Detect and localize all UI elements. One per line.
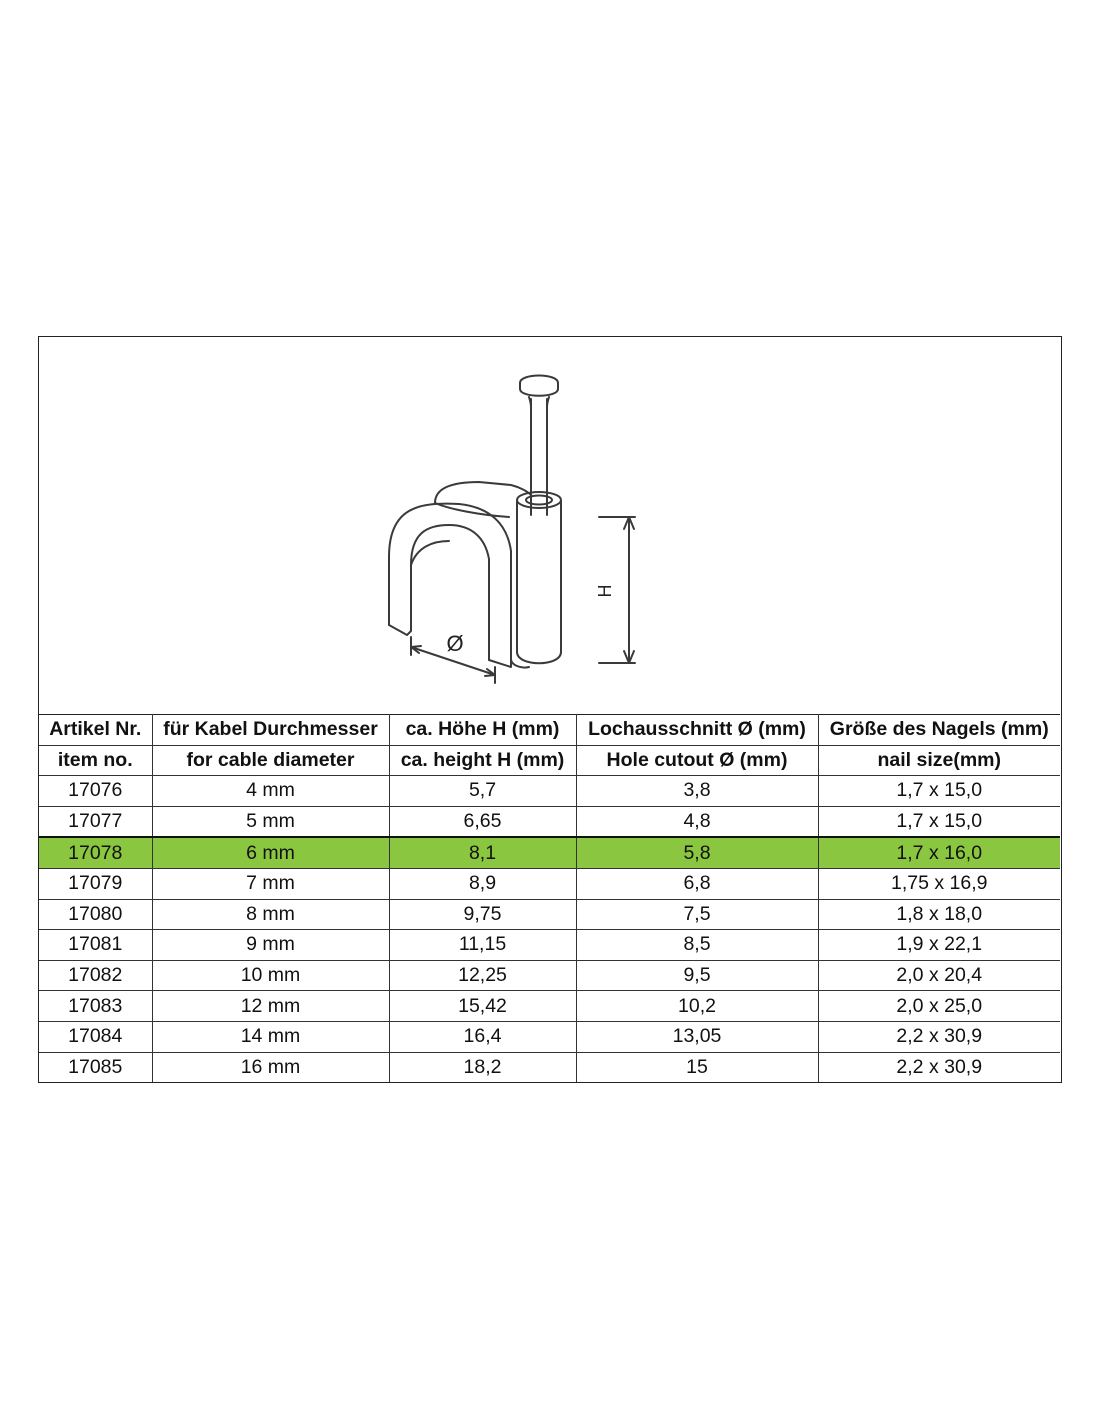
hole-cutout-cell: 4,8 xyxy=(576,806,818,837)
hole-cutout-cell: 5,8 xyxy=(576,837,818,868)
height-cell: 11,15 xyxy=(389,930,576,961)
hole-cutout-cell: 6,8 xyxy=(576,868,818,899)
cable-clip-drawing xyxy=(39,337,1060,714)
table-row-highlighted xyxy=(39,837,1060,868)
nail-size-cell: 2,2 x 30,9 xyxy=(818,1052,1060,1082)
table-row xyxy=(39,930,1060,961)
header-hole-cutout-de: Lochausschnitt Ø (mm) xyxy=(576,715,818,746)
cable-diameter-cell: 12 mm xyxy=(152,991,389,1022)
cable-diameter-cell: 7 mm xyxy=(152,868,389,899)
nail-size-cell: 1,7 x 16,0 xyxy=(818,837,1060,868)
cable-diameter-cell: 9 mm xyxy=(152,930,389,961)
table-row xyxy=(39,991,1060,1022)
table-row xyxy=(39,806,1060,837)
table-row xyxy=(39,960,1060,991)
hole-cutout-cell: 7,5 xyxy=(576,899,818,930)
table-row xyxy=(39,1021,1060,1052)
hole-cutout-cell: 8,5 xyxy=(576,930,818,961)
item-number-cell: 17076 xyxy=(39,776,152,807)
table-row xyxy=(39,899,1060,930)
product-spec-sheet xyxy=(38,336,1062,1083)
table-row xyxy=(39,776,1060,807)
cable-diameter-cell: 10 mm xyxy=(152,960,389,991)
height-cell: 15,42 xyxy=(389,991,576,1022)
cable-diameter-cell: 6 mm xyxy=(152,837,389,868)
table-row xyxy=(39,1052,1060,1082)
height-cell: 8,1 xyxy=(389,837,576,868)
header-row-german xyxy=(39,715,1060,746)
nail-size-cell: 1,8 x 18,0 xyxy=(818,899,1060,930)
height-label: H xyxy=(595,584,615,598)
nail-size-cell: 2,0 x 20,4 xyxy=(818,960,1060,991)
cable-diameter-cell: 8 mm xyxy=(152,899,389,930)
nail-size-cell: 1,75 x 16,9 xyxy=(818,868,1060,899)
header-item-number-en: item no. xyxy=(39,745,152,776)
height-cell: 6,65 xyxy=(389,806,576,837)
diameter-label: Ø xyxy=(446,631,464,656)
cable-diameter-cell: 4 mm xyxy=(152,776,389,807)
item-number-cell: 17085 xyxy=(39,1052,152,1082)
item-number-cell: 17079 xyxy=(39,868,152,899)
nail-size-cell: 2,2 x 30,9 xyxy=(818,1021,1060,1052)
hole-cutout-cell: 3,8 xyxy=(576,776,818,807)
cable-diameter-cell: 16 mm xyxy=(152,1052,389,1082)
item-number-cell: 17082 xyxy=(39,960,152,991)
header-nail-size-de: Größe des Nagels (mm) xyxy=(818,715,1060,746)
hole-cutout-cell: 13,05 xyxy=(576,1021,818,1052)
header-item-number-de: Artikel Nr. xyxy=(39,715,152,746)
cable-diameter-cell: 14 mm xyxy=(152,1021,389,1052)
nail-size-cell: 2,0 x 25,0 xyxy=(818,991,1060,1022)
item-number-cell: 17084 xyxy=(39,1021,152,1052)
height-cell: 8,9 xyxy=(389,868,576,899)
item-number-cell: 17083 xyxy=(39,991,152,1022)
item-number-cell: 17081 xyxy=(39,930,152,961)
hole-cutout-cell: 15 xyxy=(576,1052,818,1082)
header-height-de: ca. Höhe H (mm) xyxy=(389,715,576,746)
header-nail-size-en: nail size(mm) xyxy=(818,745,1060,776)
nail-size-cell: 1,7 x 15,0 xyxy=(818,776,1060,807)
height-cell: 12,25 xyxy=(389,960,576,991)
height-cell: 16,4 xyxy=(389,1021,576,1052)
item-number-cell: 17077 xyxy=(39,806,152,837)
height-cell: 5,7 xyxy=(389,776,576,807)
header-cable-diameter-de: für Kabel Durchmesser xyxy=(152,715,389,746)
nail-size-cell: 1,9 x 22,1 xyxy=(818,930,1060,961)
header-cable-diameter-en: for cable diameter xyxy=(152,745,389,776)
header-row-english xyxy=(39,745,1060,776)
hole-cutout-cell: 10,2 xyxy=(576,991,818,1022)
height-cell: 18,2 xyxy=(389,1052,576,1082)
item-number-cell: 17078 xyxy=(39,837,152,868)
header-height-en: ca. height H (mm) xyxy=(389,745,576,776)
table-row xyxy=(39,868,1060,899)
cable-diameter-cell: 5 mm xyxy=(152,806,389,837)
header-hole-cutout-en: Hole cutout Ø (mm) xyxy=(576,745,818,776)
height-cell: 9,75 xyxy=(389,899,576,930)
item-number-cell: 17080 xyxy=(39,899,152,930)
spec-table xyxy=(39,714,1060,1082)
hole-cutout-cell: 9,5 xyxy=(576,960,818,991)
nail-size-cell: 1,7 x 15,0 xyxy=(818,806,1060,837)
